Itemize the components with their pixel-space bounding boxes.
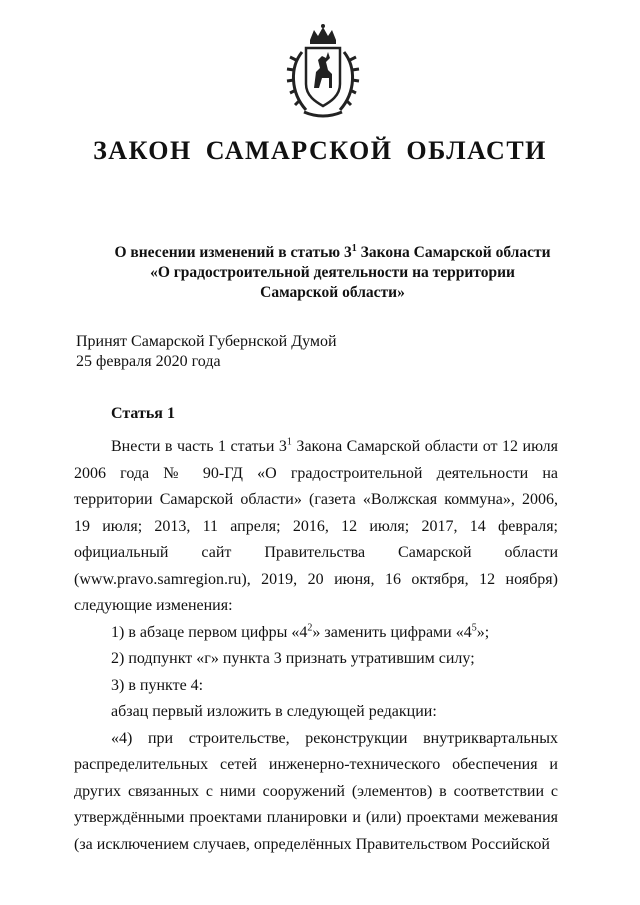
subject-line-3: Самарской области»: [260, 284, 405, 301]
adoption-date: 25 февраля 2020 года: [76, 353, 221, 370]
law-title: ЗАКОН САМАРСКОЙ ОБЛАСТИ: [93, 136, 547, 165]
adoption-body: Принят Самарской Губернской Думой: [76, 333, 337, 350]
subject-line-2: «О градостроительной деятельности на территории: [150, 264, 515, 281]
subject-line-1: О внесении изменений в статью $3^1$ Закона Самарской области: [114, 242, 551, 261]
article-intro: Внести в часть 1 статьи $3^1$ Закона Самарской области от 12 июля 2006 года № 90-ГД «О градостроительной деятельности на территории Самарской области» (газета «Волжская коммуна», 2006, 19 июля; 2013, 11 апреля; 2016, 12 июля; 2017, 14 февраля; официальный сайт Правительства Самарской области (www.pravo.samregion.ru), 2019, 20 июня, 16 октября, 12 ноября) следующие изменения:: [74, 436, 559, 614]
article-item-3-paragraph: абзац первый изложить в следующей редакции:: [111, 703, 437, 720]
article-item-2: 2) подпункт «г» пункта 3 признать утратившим силу;: [111, 650, 475, 667]
article-heading: Статья 1: [111, 405, 175, 422]
samara-coat-of-arms-icon: [282, 22, 364, 122]
law-subject: [100, 243, 565, 303]
article-quote: «4) при строительстве, реконструкции внутриквартальных распределительных сетей инженерно-технического обеспечения и других связанных с ними сооружений (элементов) в соответствии с утверждёнными проектами планировки и (или) проектами межевания (за исключением случаев, определённых Правительством Российской: [74, 729, 558, 853]
article-body: [74, 434, 558, 858]
adoption-info: [76, 332, 337, 372]
article-item-3: 3) в пункте 4:: [111, 676, 204, 694]
article-item-1: 1) в абзаце первом цифры «$4^2$» заменить цифрами «$4^5$»;: [111, 622, 490, 641]
